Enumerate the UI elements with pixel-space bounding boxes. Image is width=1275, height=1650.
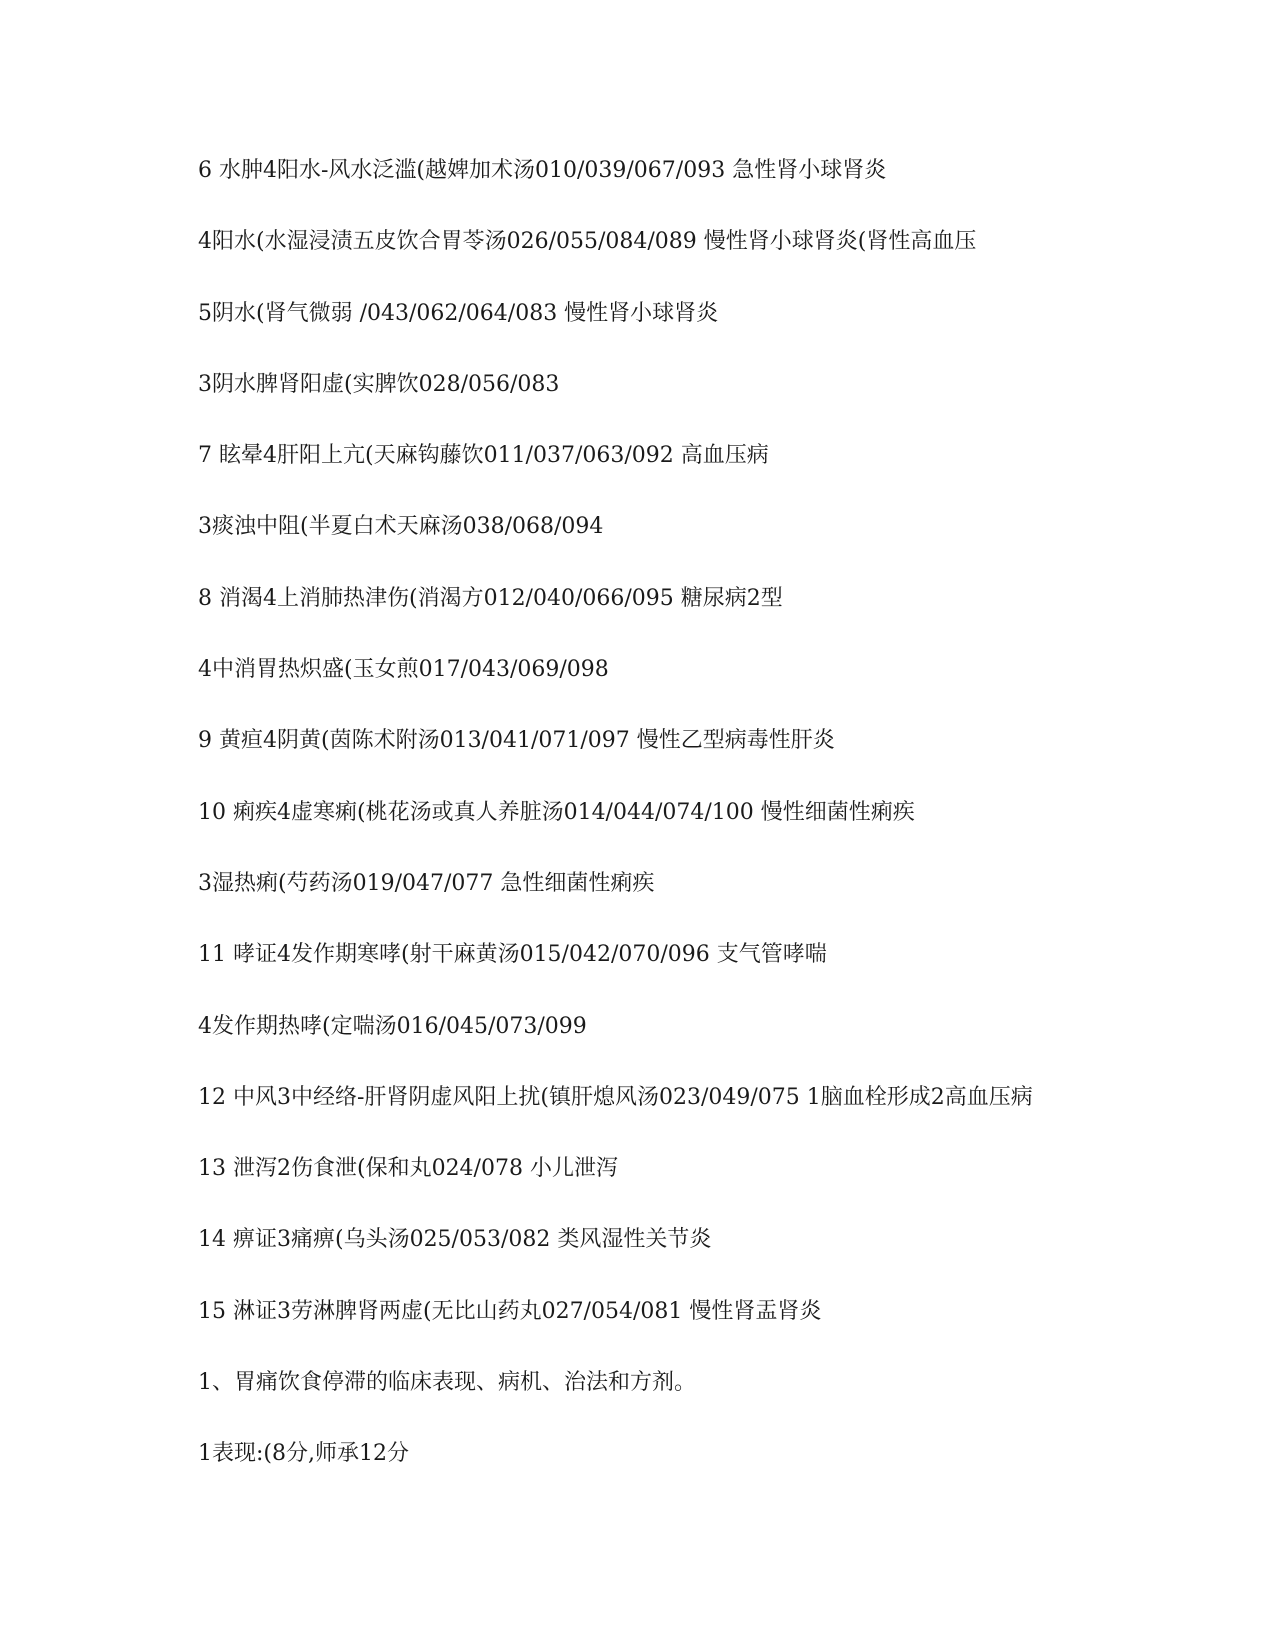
text-line: 14 痹证3痛痹(乌头汤025/053/082 类风湿性关节炎 [198,1227,712,1253]
text-line: 6 水肿4阳水-风水泛滥(越婢加术汤010/039/067/093 急性肾小球肾炎 [198,158,887,183]
text-line: 8 消渴4上消肺热津伤(消渴方012/040/066/095 糖尿病2型 [198,585,783,611]
text-line: 4中消胃热炽盛(玉女煎017/043/069/098 [198,657,609,683]
text-line: 12 中风3中经络-肝肾阴虚风阳上扰(镇肝熄风汤023/049/075 1脑血栓形成2高血压病 [198,1084,1033,1110]
text-line: 15 淋证3劳淋脾肾两虚(无比山药丸027/054/081 慢性肾盂肾炎 [198,1298,822,1324]
text-line: 9 黄疸4阴黄(茵陈术附汤013/041/071/097 慢性乙型病毒性肝炎 [198,728,835,754]
text-line: 3痰浊中阻(半夏白术天麻汤038/068/094 [198,514,604,540]
text-line: 4发作期热哮(定喘汤016/045/073/099 [198,1013,587,1039]
text-line: 3阴水脾肾阳虚(实脾饮028/056/083 [198,371,560,397]
document-body [198,156,1198,1511]
text-line: 5阴水(肾气微弱 /043/062/064/083 慢性肾小球肾炎 [198,300,719,326]
text-line: 3湿热痢(芍药汤019/047/077 急性细菌性痢疾 [198,870,655,896]
text-line: 7 眩晕4肝阳上亢(天麻钩藤饮011/037/063/092 高血压病 [198,443,769,469]
text-line: 11 哮证4发作期寒哮(射干麻黄汤015/042/070/096 支气管哮喘 [198,942,827,968]
text-line: 10 痢疾4虚寒痢(桃花汤或真人养脏汤014/044/074/100 慢性细菌性痢疾 [198,799,915,825]
text-line: 4阳水(水湿浸渍五皮饮合胃苓汤026/055/084/089 慢性肾小球肾炎(肾性高血压 [198,229,977,255]
text-line: 13 泄泻2伤食泄(保和丸024/078 小儿泄泻 [198,1156,618,1182]
text-line: 1、胃痛饮食停滞的临床表现、病机、治法和方剂。 [198,1370,696,1396]
text-line: 1表现:(8分,师承12分 [198,1441,409,1467]
